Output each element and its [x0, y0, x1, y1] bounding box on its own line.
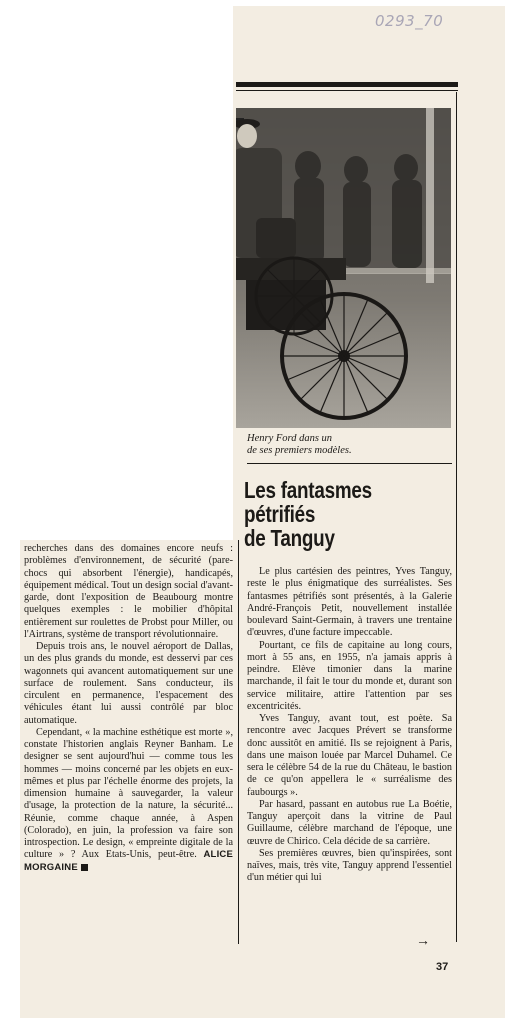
paragraph: Yves Tanguy, avant tout, est poète. Sa rencontre avec Jacques Prévert se transforme donc aussitôt en amitié. Ils se rejoignent à Paris, dans une maison louée par Marcel Duhamel. Ce sera le célèbre 54 de la rue du Château, le bastion de ce qu'on appellera le « surréalisme des faubourgs ».: [247, 713, 452, 798]
continue-arrow-icon: →: [416, 934, 430, 949]
left-column-text: [24, 543, 233, 874]
author-signature: ALICE MORGAINE: [24, 849, 233, 873]
handwritten-reference: 0293_70: [375, 12, 444, 30]
top-rule-thick: [236, 82, 458, 87]
photo-caption: [247, 433, 447, 457]
title-line: de Tanguy: [244, 525, 335, 551]
right-column-text: [247, 566, 452, 885]
paragraph: Le plus cartésien des peintres, Yves Tanguy, reste le plus énigmatique des surréalistes. Ses fantasmes pétrifiés sont présentés, à la Galerie André-François Petit, nouvellement installée boulevard Saint-Germain, à travers une trentaine d'œuvres, d'une facture impeccable.: [247, 566, 452, 639]
photo-henry-ford-car: [236, 108, 451, 428]
caption-line: Henry Ford dans un: [247, 433, 333, 444]
caption-line: de ses premiers modèles.: [247, 445, 352, 456]
right-column-rule: [456, 92, 457, 942]
end-mark: [81, 864, 88, 871]
page-number: 37: [436, 961, 449, 973]
paragraph: Pourtant, ce fils de capitaine au long cours, mort à 55 ans, en 1955, n'a jamais appris à peindre. Elève timonier dans la marine marchande, il fait le tour du monde et, durant son service militaire, attire l'attention par ses excentricités.: [247, 639, 452, 712]
paragraph: Par hasard, passant en autobus rue La Boétie, Tanguy aperçoit dans la vitrine de Paul Guillaume, célèbre marchand de l'époque, une œuvre de Chirico. Cela décide de sa carrière.: [247, 798, 452, 847]
caption-separator-rule: [247, 463, 452, 464]
paragraph: Ses premières œuvres, bien qu'inspirées, sont naïves, mais, très vite, Tanguy apprend l'essentiel d'un métier qui lui: [247, 847, 452, 884]
center-column-rule: [238, 540, 239, 944]
paragraph: Depuis trois ans, le nouvel aéroport de Dallas, un des plus grands du monde, est desservi par ces wagonnets qui avancent automatiquement sur une surface de roulement. Sans conducteur, ils circulent en permanence, l'espacement des véhicules étant lui aussi contrôlé par bloc automatique.: [24, 641, 233, 726]
article-title: [244, 478, 416, 550]
top-rule-thin: [236, 90, 458, 91]
paragraph-text: Cependant, « la machine esthétique est morte », constate l'historien anglais Reyner Banham. Le designer se sent aujourd'hui — comme tous les hommes — moins concerné par les objets en eux-mêmes et plus par l'échelle énorme des projets, la dimension humaine à sauvegarder, la valeur d'usage, la protection de la nature, la sécurité... Réunie, comme chaque année, à Aspen (Colorado), en juin, la profession va faire son introspection. Le design, « empreinte digitale de la culture » ? Aux Etats-Unis, peut-être.: [24, 726, 233, 861]
paragraph: recherches dans des domaines encore neufs : problèmes d'environnement, de sécurité (pare-chocs qui absorbent l'énergie), handicapés, équipement médical. Tout un design social d'avant-garde, dont l'exposition de Beaubourg montre quelques exemples : le mobilier d'hôpital entièrement sur roulettes de Probst pour Miller, ou l'Airtrans, système de transport révolutionnaire.: [24, 543, 233, 640]
title-line: Les fantasmes: [244, 477, 372, 503]
title-line: pétrifiés: [244, 501, 316, 527]
paragraph: [24, 727, 233, 874]
